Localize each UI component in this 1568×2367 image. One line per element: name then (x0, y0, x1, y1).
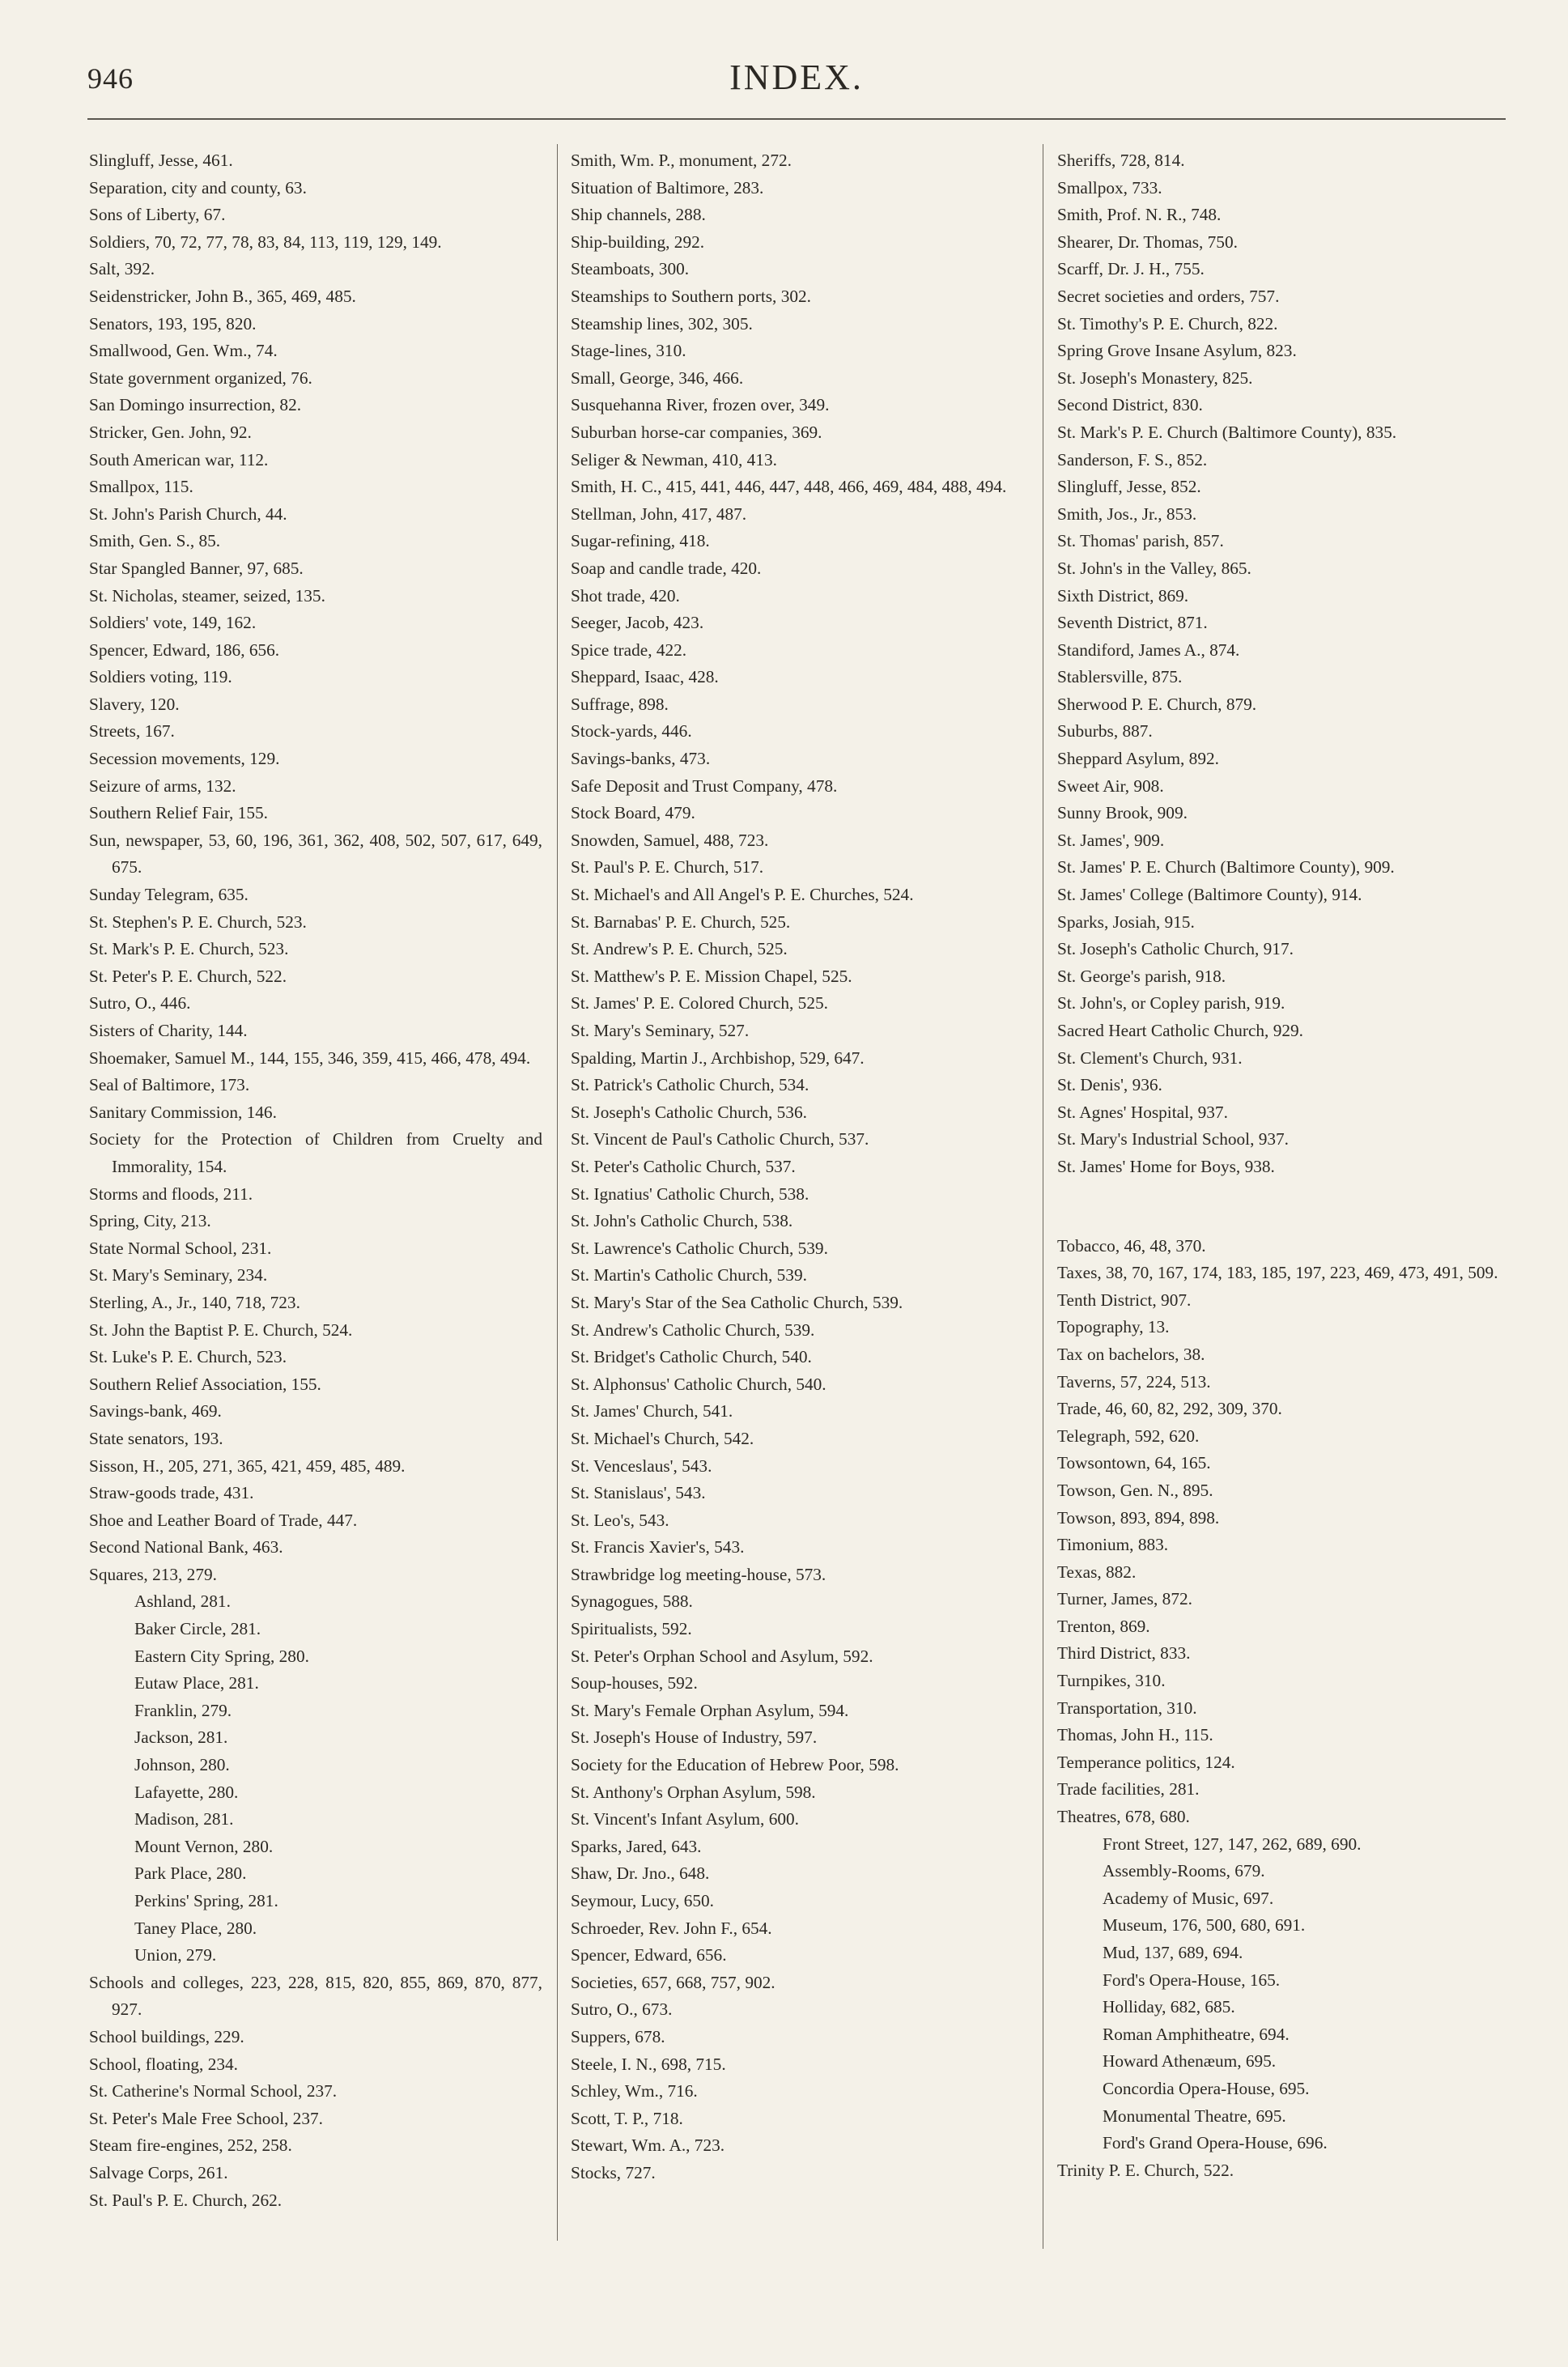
page-header (87, 57, 1506, 105)
index-entry: Towsontown, 64, 165. (1057, 1453, 1211, 1473)
index-entry: St. Francis Xavier's, 543. (571, 1537, 745, 1557)
column-divider-1 (557, 144, 558, 2241)
index-entry: Stewart, Wm. A., 723. (571, 2135, 725, 2156)
index-entry: Seymour, Lucy, 650. (571, 1891, 714, 1910)
index-entry: St. Patrick's Catholic Church, 534. (571, 1075, 809, 1095)
index-entry: St. Denis', 936. (1057, 1075, 1162, 1095)
index-entry: Tobacco, 46, 48, 370. (1057, 1235, 1206, 1256)
index-entry: Stablersville, 875. (1057, 667, 1183, 687)
index-entry: Trenton, 869. (1057, 1616, 1150, 1636)
index-entry: Sutro, O., 446. (89, 993, 191, 1014)
index-entry: St. Mary's Seminary, 527. (571, 1021, 750, 1040)
index-entry: Squares, 213, 279. (89, 1564, 217, 1584)
index-entry: Spiritualists, 592. (571, 1619, 692, 1639)
index-subentry: Madison, 281. (134, 1809, 234, 1829)
index-entry: St. Stanislaus', 543. (571, 1483, 706, 1503)
index-entry: Thomas, John H., 115. (1057, 1725, 1213, 1745)
index-entry: Schroeder, Rev. John F., 654. (571, 1918, 772, 1938)
section-gap (1057, 1181, 1515, 1233)
index-entry: Susquehanna River, frozen over, 349. (571, 395, 830, 415)
index-entry: State government organized, 76. (89, 368, 312, 388)
index-entry: Shearer, Dr. Thomas, 750. (1057, 232, 1238, 252)
index-entry: Third District, 833. (1057, 1643, 1191, 1664)
index-entry: St. Mary's Seminary, 234. (89, 1265, 268, 1285)
index-entry: St. Martin's Catholic Church, 539. (571, 1265, 807, 1285)
index-subentry: Eastern City Spring, 280. (134, 1646, 309, 1666)
index-entry: Slingluff, Jesse, 461. (89, 151, 233, 170)
index-entry: Society for the Education of Hebrew Poor, 598. (571, 1755, 899, 1775)
index-entry: St. Thomas' parish, 857. (1057, 531, 1224, 551)
index-entry: South American war, 112. (89, 449, 269, 470)
index-entry: Sherwood P. E. Church, 879. (1057, 694, 1257, 714)
index-entry: St. George's parish, 918. (1057, 966, 1226, 986)
index-entry: Suburban horse-car companies, 369. (571, 422, 822, 442)
index-entry: Suppers, 678. (571, 2026, 665, 2046)
index-entry: Safe Deposit and Trust Company, 478. (571, 776, 838, 796)
index-subentry: Museum, 176, 500, 680, 691. (1103, 1915, 1306, 1936)
index-entry: Steamboats, 300. (571, 259, 690, 279)
index-entry: Ship-building, 292. (571, 232, 705, 252)
index-entry: Stock Board, 479. (571, 803, 695, 823)
index-entry: Turnpikes, 310. (1057, 1671, 1166, 1691)
index-entry: Slavery, 120. (89, 694, 180, 714)
index-entry: Shaw, Dr. Jno., 648. (571, 1863, 710, 1884)
index-entry: Towson, 893, 894, 898. (1057, 1507, 1220, 1528)
index-subentry: Lafayette, 280. (134, 1782, 239, 1802)
index-entry: Salt, 392. (89, 259, 155, 279)
index-entry: St. James' College (Baltimore County), 914. (1057, 885, 1362, 905)
index-entry: Sacred Heart Catholic Church, 929. (1057, 1021, 1303, 1040)
index-entry: Seidenstricker, John B., 365, 469, 485. (89, 286, 356, 306)
page-number: 946 (87, 62, 134, 95)
index-entry: St. Mary's Female Orphan Asylum, 594. (571, 1700, 849, 1720)
index-entry: State Normal School, 231. (89, 1238, 272, 1258)
index-entry: St. Catherine's Normal School, 237. (89, 2081, 338, 2101)
index-entry: St. Mark's P. E. Church (Baltimore County), 835. (1057, 422, 1397, 442)
index-entry: Shoemaker, Samuel M., 144, 155, 346, 359, 415, 466, 478, 494. (89, 1048, 531, 1068)
index-entry: Theatres, 678, 680. (1057, 1807, 1190, 1827)
index-subentry: Taney Place, 280. (134, 1918, 257, 1938)
index-entry: Sheriffs, 728, 814. (1057, 151, 1185, 170)
index-entry: Seizure of arms, 132. (89, 776, 236, 796)
index-entry: St. John the Baptist P. E. Church, 524. (89, 1319, 353, 1340)
header-rule (87, 118, 1506, 120)
index-entry: St. Timothy's P. E. Church, 822. (1057, 313, 1278, 334)
index-entry: Savings-banks, 473. (571, 749, 711, 769)
index-entry: Soldiers, 70, 72, 77, 78, 83, 84, 113, 119, 129, 149. (89, 232, 442, 252)
index-entry: Secession movements, 129. (89, 749, 280, 769)
index-entry: St. Vincent de Paul's Catholic Church, 537. (571, 1129, 869, 1150)
index-entry: Sutro, O., 673. (571, 1999, 673, 2020)
index-entry: Texas, 882. (1057, 1562, 1137, 1582)
index-entry: Trinity P. E. Church, 522. (1057, 2160, 1234, 2180)
index-subentry: Mount Vernon, 280. (134, 1836, 274, 1856)
index-entry: St. Joseph's Catholic Church, 536. (571, 1102, 807, 1122)
index-entry: St. Andrew's Catholic Church, 539. (571, 1319, 815, 1340)
index-entry: Southern Relief Fair, 155. (89, 803, 268, 823)
index-entry: St. Peter's P. E. Church, 522. (89, 966, 287, 986)
index-subentry: Baker Circle, 281. (134, 1619, 261, 1639)
index-entry: Smith, Wm. P., monument, 272. (571, 151, 792, 170)
index-entry: Sixth District, 869. (1057, 585, 1189, 606)
index-entry: St. Michael's and All Angel's P. E. Churches, 524. (571, 885, 914, 905)
index-entry: Soup-houses, 592. (571, 1673, 698, 1693)
index-entry: Ship channels, 288. (571, 205, 706, 225)
index-subentry: Front Street, 127, 147, 262, 689, 690. (1103, 1834, 1362, 1854)
index-entry: Tenth District, 907. (1057, 1290, 1192, 1310)
index-entry: St. Mary's Star of the Sea Catholic Church, 539. (571, 1292, 903, 1312)
index-entry: Steele, I. N., 698, 715. (571, 2054, 726, 2074)
index-subentry: Ford's Grand Opera-House, 696. (1103, 2133, 1328, 2153)
index-subentry: Howard Athenæum, 695. (1103, 2051, 1277, 2072)
index-entry: St. Andrew's P. E. Church, 525. (571, 939, 788, 959)
index-entry: Situation of Baltimore, 283. (571, 177, 764, 198)
index-entry: Taxes, 38, 70, 167, 174, 183, 185, 197, 223, 469, 473, 491, 509. (1057, 1263, 1498, 1283)
index-subentry: Union, 279. (134, 1945, 217, 1965)
index-entry: St. John's Parish Church, 44. (89, 504, 287, 524)
index-entry: St. James', 909. (1057, 830, 1165, 850)
index-entry: St. Nicholas, steamer, seized, 135. (89, 585, 325, 606)
index-entry: Streets, 167. (89, 721, 175, 742)
index-entry: St. Paul's P. E. Church, 517. (571, 857, 764, 878)
index-entry: Storms and floods, 211. (89, 1184, 253, 1204)
index-subentry: Holliday, 682, 685. (1103, 1997, 1235, 2017)
index-entry: Taverns, 57, 224, 513. (1057, 1371, 1211, 1392)
index-entry: Synagogues, 588. (571, 1591, 693, 1612)
index-entry: St. James' Home for Boys, 938. (1057, 1156, 1275, 1176)
index-subentry: Concordia Opera-House, 695. (1103, 2078, 1310, 2098)
index-entry: Soldiers voting, 119. (89, 667, 232, 687)
index-entry: Seal of Baltimore, 173. (89, 1075, 250, 1095)
index-subentry: Jackson, 281. (134, 1727, 228, 1748)
index-entry: Spice trade, 422. (571, 640, 687, 660)
index-entry: Seeger, Jacob, 423. (571, 613, 704, 633)
index-entry: Sparks, Jared, 643. (571, 1836, 702, 1856)
index-entry: Senators, 193, 195, 820. (89, 313, 257, 334)
index-entry: Sparks, Josiah, 915. (1057, 912, 1195, 932)
index-entry: Stricker, Gen. John, 92. (89, 422, 252, 442)
index-entry: St. Venceslaus', 543. (571, 1455, 712, 1476)
index-entry: Smallwood, Gen. Wm., 74. (89, 341, 278, 361)
index-entry: St. Peter's Catholic Church, 537. (571, 1156, 796, 1176)
index-entry: Suffrage, 898. (571, 694, 669, 714)
index-entry: Sons of Liberty, 67. (89, 205, 226, 225)
index-entry: St. James' Church, 541. (571, 1401, 733, 1421)
index-entry: Sun, newspaper, 53, 60, 196, 361, 362, 408, 502, 507, 617, 649, 675. (89, 830, 542, 878)
index-entry: Smallpox, 733. (1057, 177, 1162, 198)
index-entry: St. Michael's Church, 542. (571, 1428, 754, 1448)
index-entry: School buildings, 229. (89, 2026, 244, 2046)
index-entry: Societies, 657, 668, 757, 902. (571, 1972, 776, 1992)
index-entry: San Domingo insurrection, 82. (89, 395, 302, 415)
index-entry: Temperance politics, 124. (1057, 1752, 1235, 1772)
index-entry: Soldiers' vote, 149, 162. (89, 613, 257, 633)
index-entry: St. Matthew's P. E. Mission Chapel, 525. (571, 966, 852, 986)
index-entry: Sunday Telegram, 635. (89, 885, 249, 905)
index-entry: Spring Grove Insane Asylum, 823. (1057, 341, 1297, 361)
index-entry: Savings-bank, 469. (89, 1401, 222, 1421)
index-entry: Second National Bank, 463. (89, 1537, 283, 1557)
index-entry: Smith, H. C., 415, 441, 446, 447, 448, 466, 469, 484, 488, 494. (571, 477, 1007, 497)
page-title: INDEX. (729, 57, 864, 97)
index-entry: Trade, 46, 60, 82, 292, 309, 370. (1057, 1399, 1282, 1419)
index-entry: Steamship lines, 302, 305. (571, 313, 753, 334)
index-entry: Stocks, 727. (571, 2162, 656, 2182)
index-entry: Sisters of Charity, 144. (89, 1021, 248, 1040)
index-entry: Soap and candle trade, 420. (571, 558, 762, 578)
index-entry: Towson, Gen. N., 895. (1057, 1480, 1213, 1500)
index-entry: Society for the Protection of Children from Cruelty and Immorality, 154. (89, 1129, 542, 1176)
index-entry: Smith, Gen. S., 85. (89, 531, 221, 551)
index-entry: Second District, 830. (1057, 395, 1203, 415)
index-subentry: Franklin, 279. (134, 1700, 232, 1720)
index-entry: St. Barnabas' P. E. Church, 525. (571, 912, 791, 932)
index-entry: Scott, T. P., 718. (571, 2108, 683, 2128)
index-entry: St. John's in the Valley, 865. (1057, 558, 1251, 578)
index-entry: Sugar-refining, 418. (571, 531, 710, 551)
index-entry: St. Joseph's House of Industry, 597. (571, 1727, 818, 1748)
index-entry: Scarff, Dr. J. H., 755. (1057, 259, 1205, 279)
index-entry: Tax on bachelors, 38. (1057, 1344, 1205, 1364)
index-entry: Steam fire-engines, 252, 258. (89, 2135, 292, 2156)
index-subentry: Roman Amphitheatre, 694. (1103, 2024, 1290, 2044)
index-entry: Spencer, Edward, 656. (571, 1945, 727, 1965)
index-entry: Strawbridge log meeting-house, 573. (571, 1564, 826, 1584)
index-entry: St. Mary's Industrial School, 937. (1057, 1129, 1290, 1150)
index-subentry: Perkins' Spring, 281. (134, 1891, 278, 1910)
index-entry: Sterling, A., Jr., 140, 718, 723. (89, 1292, 300, 1312)
index-entry: Schools and colleges, 223, 228, 815, 820, 855, 869, 870, 877, 927. (89, 1972, 542, 2020)
index-entry: State senators, 193. (89, 1428, 223, 1448)
index-subentry: Eutaw Place, 281. (134, 1673, 259, 1693)
index-entry: St. Peter's Male Free School, 237. (89, 2108, 323, 2128)
index-entry: Small, George, 346, 466. (571, 368, 744, 388)
index-entry: Slingluff, Jesse, 852. (1057, 477, 1201, 497)
index-subentry: Johnson, 280. (134, 1755, 230, 1775)
index-entry: Spring, City, 213. (89, 1211, 211, 1231)
index-entry: Sweet Air, 908. (1057, 776, 1164, 796)
index-entry: Stellman, John, 417, 487. (571, 504, 747, 524)
index-entry: Sheppard, Isaac, 428. (571, 667, 719, 687)
index-entry: Seliger & Newman, 410, 413. (571, 449, 777, 470)
index-entry: Sunny Brook, 909. (1057, 803, 1188, 823)
index-subentry: Academy of Music, 697. (1103, 1888, 1274, 1908)
index-entry: Shot trade, 420. (571, 585, 680, 606)
index-entry: Spalding, Martin J., Archbishop, 529, 647. (571, 1048, 865, 1068)
index-entry: St. Agnes' Hospital, 937. (1057, 1102, 1228, 1122)
index-subentry: Park Place, 280. (134, 1863, 247, 1884)
index-entry: Spencer, Edward, 186, 656. (89, 640, 280, 660)
index-subentry: Ashland, 281. (134, 1591, 231, 1612)
index-entry: Topography, 13. (1057, 1317, 1170, 1337)
index-entry: St. Joseph's Monastery, 825. (1057, 368, 1253, 388)
index-entry: Schley, Wm., 716. (571, 2081, 698, 2101)
index-entry: Sanitary Commission, 146. (89, 1102, 277, 1122)
index-entry: Trade facilities, 281. (1057, 1779, 1200, 1800)
index-entry: Telegraph, 592, 620. (1057, 1426, 1200, 1446)
index-subentry: Ford's Opera-House, 165. (1103, 1970, 1281, 1990)
index-entry: St. Peter's Orphan School and Asylum, 592. (571, 1646, 873, 1666)
index-entry: Smith, Jos., Jr., 853. (1057, 504, 1197, 524)
index-entry: Sheppard Asylum, 892. (1057, 749, 1219, 769)
index-entry: School, floating, 234. (89, 2054, 238, 2074)
index-entry: Transportation, 310. (1057, 1698, 1197, 1718)
index-entry: St. John's, or Copley parish, 919. (1057, 993, 1285, 1014)
index-subentry: Monumental Theatre, 695. (1103, 2106, 1286, 2126)
index-entry: Shoe and Leather Board of Trade, 447. (89, 1510, 358, 1530)
index-entry: Secret societies and orders, 757. (1057, 286, 1280, 306)
index-entry: Straw-goods trade, 431. (89, 1483, 254, 1503)
index-entry: Stage-lines, 310. (571, 341, 686, 361)
index-entry: St. Anthony's Orphan Asylum, 598. (571, 1782, 816, 1802)
index-entry: Snowden, Samuel, 488, 723. (571, 830, 769, 850)
index-entry: Sisson, H., 205, 271, 365, 421, 459, 485, 489. (89, 1455, 406, 1476)
index-entry: St. James' P. E. Church (Baltimore County), 909. (1057, 857, 1395, 878)
index-entry: St. Mark's P. E. Church, 523. (89, 939, 289, 959)
index-entry: Seventh District, 871. (1057, 613, 1208, 633)
index-entry: Salvage Corps, 261. (89, 2162, 228, 2182)
index-entry: St. Luke's P. E. Church, 523. (89, 1347, 287, 1367)
index-column-3 (1057, 147, 1515, 2184)
index-entry: St. James' P. E. Colored Church, 525. (571, 993, 828, 1014)
index-entry: Southern Relief Association, 155. (89, 1374, 321, 1394)
index-subentry: Mud, 137, 689, 694. (1103, 1943, 1243, 1962)
index-entry: Smallpox, 115. (89, 477, 193, 497)
index-entry: St. Vincent's Infant Asylum, 600. (571, 1809, 799, 1829)
index-entry: Sanderson, F. S., 852. (1057, 449, 1208, 470)
index-entry: St. Joseph's Catholic Church, 917. (1057, 939, 1294, 959)
index-entry: Star Spangled Banner, 97, 685. (89, 558, 304, 578)
index-entry: St. Bridget's Catholic Church, 540. (571, 1347, 812, 1367)
index-subentry: Assembly-Rooms, 679. (1103, 1861, 1265, 1881)
index-entry: Separation, city and county, 63. (89, 177, 307, 198)
index-column-1 (89, 147, 542, 2214)
index-entry: Suburbs, 887. (1057, 721, 1153, 742)
index-entry: St. John's Catholic Church, 538. (571, 1211, 793, 1231)
index-entry: St. Alphonsus' Catholic Church, 540. (571, 1374, 826, 1394)
index-entry: St. Leo's, 543. (571, 1510, 669, 1530)
index-entry: Timonium, 883. (1057, 1535, 1169, 1555)
index-entry: St. Lawrence's Catholic Church, 539. (571, 1238, 828, 1258)
index-entry: Stock-yards, 446. (571, 721, 692, 742)
index-entry: Smith, Prof. N. R., 748. (1057, 205, 1222, 225)
index-entry: St. Clement's Church, 931. (1057, 1048, 1243, 1068)
index-entry: Turner, James, 872. (1057, 1589, 1192, 1609)
index-entry: Steamships to Southern ports, 302. (571, 286, 811, 306)
index-column-2 (571, 147, 1028, 2187)
index-entry: St. Paul's P. E. Church, 262. (89, 2190, 283, 2210)
index-entry: St. Stephen's P. E. Church, 523. (89, 912, 307, 932)
index-entry: St. Ignatius' Catholic Church, 538. (571, 1184, 809, 1204)
index-entry: Standiford, James A., 874. (1057, 640, 1240, 660)
